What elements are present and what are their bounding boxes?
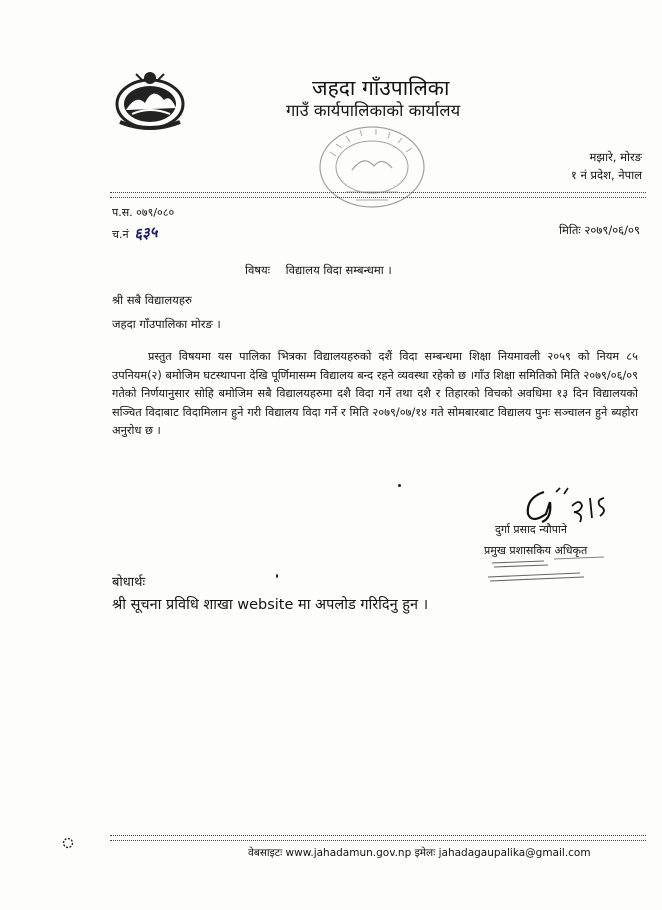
cc-label: बोधार्थः [112, 575, 146, 590]
binder-hole-mark [62, 837, 74, 849]
header-divider-2 [110, 197, 646, 198]
footer-divider-2 [110, 840, 646, 841]
signatory-title: प्रमुख प्रशासकिय अधिकृत [484, 544, 588, 557]
cc-text: श्री सूचना प्रविधि शाखा website मा अपलोड गरिदिनु हुन । [112, 597, 429, 613]
nepal-emblem-icon [112, 70, 188, 132]
municipality-name: जहदा गाँउपालिका [312, 76, 450, 100]
header-divider [110, 192, 646, 193]
ink-speck [398, 484, 401, 487]
address-line-2: १ नं प्रदेश, नेपाल [570, 168, 642, 182]
dispatch-label: च.नं [112, 228, 129, 241]
footer-contact: वेबसाइटः www.jahadamun.gov.np इमेलः jahadagaupalika@gmail.com [248, 847, 591, 859]
letter-body: प्रस्तुत विषयमा यस पालिका भित्रका विद्यालयहरुको दशैं विदा सम्बन्धमा शिक्षा नियमावली २०५९ को नियम ८५ उपनियम(२) बमोजिम घटस्थापना देखि पूर्णिमासम्म विद्यालय बन्द रहने व्यवस्था रहेको छ ।गाँउ शिक्षा समितिको मिति २०७९/०६/०९ गतेको निर्णयानुसार सोहि बमोजिम सबै विद्यालयहरुमा दशै विदा गर्ने तथा दशै र तिहारको विचको अवधिमा १३ दिन विद्यालयको सञ्चित विदाबाट विदामिलान हुने गरी विद्यालय विदा गर्ने र मिति २०७९/०७/१४ गते सोमबारबाट विद्यालय पुनः सञ्चालन हुने ब्यहोरा अनुरोध छ । [112, 350, 638, 438]
footer-divider [110, 835, 646, 836]
dispatch-number: ६३५ [133, 222, 159, 244]
fiscal-year: प.स. ०७९/०८० [112, 206, 175, 219]
name-stamp [484, 553, 634, 585]
ink-speck [276, 574, 278, 578]
signatory-name: दुर्गा प्रसाद न्यौपाने [495, 523, 567, 536]
recipient-line-1: श्री सबै विद्यालयहरु [112, 293, 192, 307]
office-seal-stamp [316, 122, 428, 212]
office-name: गाउँ कार्यपालिकाको कार्यालय [286, 101, 461, 120]
subject-text: विद्यालय विदा सम्बन्धमा । [285, 263, 392, 277]
handwritten-signature [518, 484, 614, 526]
dispatch-number-line [112, 223, 158, 243]
recipient-line-2: जहदा गाँउपालिका मोरङ । [112, 317, 221, 331]
letter-date: मितिः २०७९/०६/०९ [559, 223, 640, 237]
subject-line [245, 263, 404, 278]
subject-label: विषयः [245, 263, 271, 277]
address-line-1: मझारे, मोरङ [589, 150, 642, 164]
